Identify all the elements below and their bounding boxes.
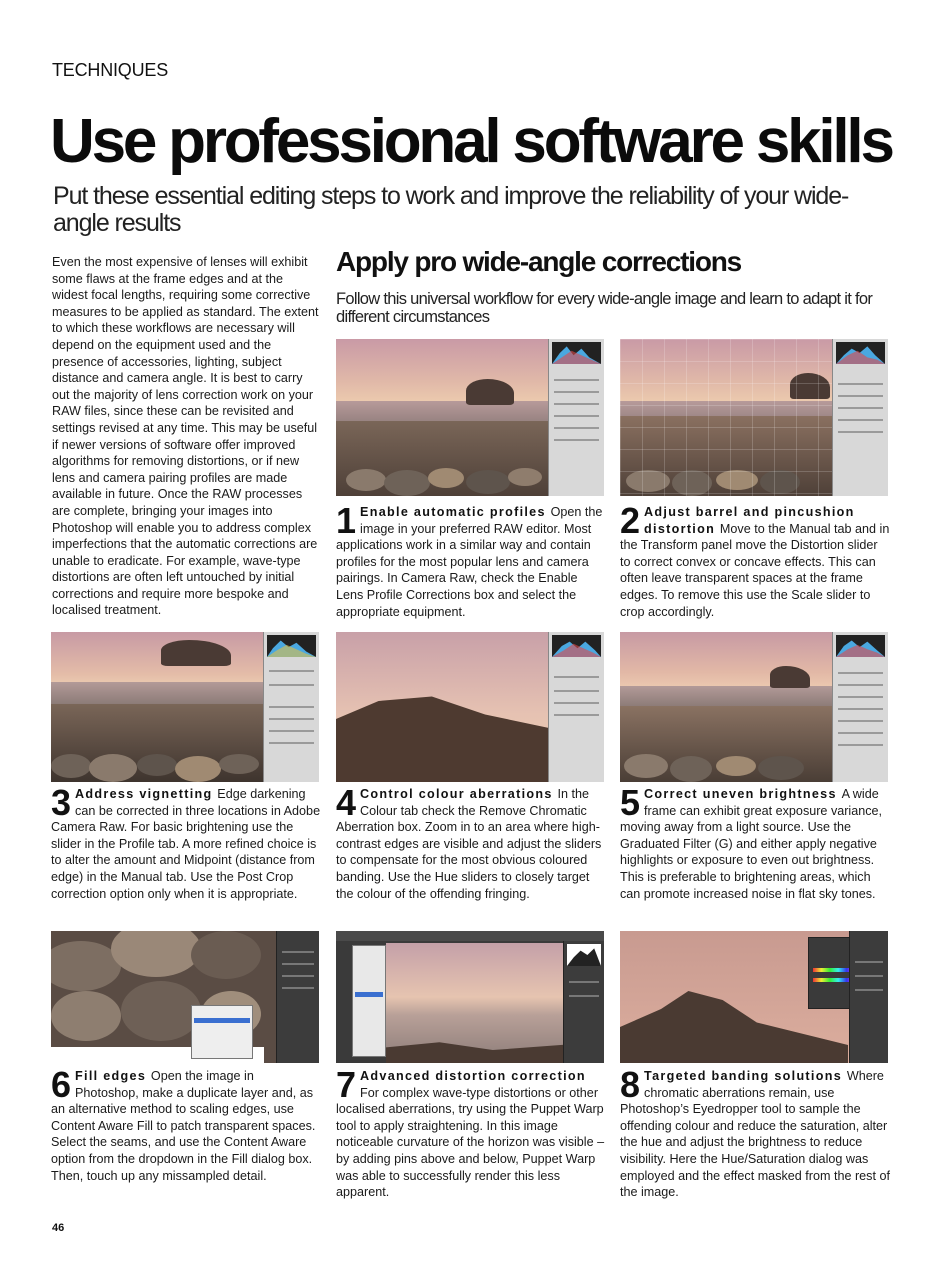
step-3 [51,782,321,902]
step-body: Open the image in your preferred RAW editor. Most applications work in a similar way and contain profiles for the most popular lens and camera pairings. In Camera Raw, check the Enable Lens Profile Corrections box and select the appropriate equipment. [336,505,603,619]
page-standfirst: Put these essential editing steps to work and improve the reliability of your wide-angle results [53,182,849,237]
fill-dialog [191,1005,253,1059]
step-5-photo [620,632,888,782]
context-menu [352,945,386,1057]
page-headline: Use professional software skills [50,107,892,176]
step-number: 6 [51,1064,72,1105]
step-2 [620,500,890,620]
step-8 [620,1064,890,1201]
step-title: Control colour aberrations [360,787,558,801]
step-body: Where chromatic aberrations remain, use Photoshop’s Eyedropper tool to sample the offending colour and reduce the saturation, alter the hue and adjust the brightness to reduce visibility. Here the Hue/Saturation dialog was employed and the effect masked from the rest of the image. [620,1069,890,1200]
step-body: In the Colour tab check the Remove Chromatic Aberration box. Zoom in to an area where high-contrast edges are visible and adjust the sliders to compensate for the most obvious coloured banding. Use the Hue sliders to closely target the colour of the offending fringing. [336,787,602,901]
step-7-photo [336,931,604,1063]
step-4 [336,782,606,902]
step-body: For complex wave-type distortions or other localised aberrations, try using the Puppet Warp tool to apply straightening. In this image noticeable curvature of the horizon was visible – by adding pins above and below, Puppet Warp was able to successfully render this less apparent. [336,1085,605,1200]
step-7 [336,1064,606,1201]
step-title: Enable automatic profiles [360,505,551,519]
step-1-photo [336,339,604,496]
step-title: Address vignetting [75,787,218,801]
step-title: Adjust barrel and pincushion distortion [644,505,855,536]
page-number: 46 [52,1222,65,1234]
camera-raw-panel [832,339,888,496]
camera-raw-panel [263,632,319,782]
step-8-photo [620,931,888,1063]
step-body: A wide frame can exhibit great exposure variance, moving away from a light source. Use the Graduated Filter (G) and either apply negative highlights or exposure to even out brightness. This is preferable to brightening areas, which can promote increased noise in flat sky tones. [620,787,883,901]
step-6 [51,1064,321,1184]
step-title: Fill edges [75,1069,151,1083]
step-1 [336,500,606,620]
step-3-photo [51,632,319,782]
step-number: 1 [336,500,357,541]
section-label: TECHNIQUES [52,60,169,80]
camera-raw-panel [832,632,888,782]
step-number: 5 [620,782,641,823]
step-number: 7 [336,1064,357,1105]
step-title: Advanced distortion correction [360,1069,586,1083]
step-number: 4 [336,782,357,823]
subsection-standfirst: Follow this universal workflow for every wide-angle image and learn to adapt it for different circumstances [336,290,873,326]
step-body: Edge darkening can be corrected in three locations in Adobe Camera Raw. For basic brightening use the slider in the Profile tab. A more refined choice is to alter the amount and Midpoint (distance from edge) in the Manual tab. Use the Post Crop correction option only when it is appropriate. [51,787,321,901]
photoshop-panel [563,941,604,1063]
step-6-photo [51,931,319,1063]
step-number: 8 [620,1064,641,1105]
step-body: Open the image in Photoshop, make a duplicate layer and, as an alternative method to scaling edges, use Content Aware Fill to patch transparent spaces. Select the seams, and use the Content Aware option from the dropdown in the Fill dialog box. Then, touch up any missampled detail. [51,1069,316,1183]
step-title: Correct uneven brightness [644,787,842,801]
subsection-headline: Apply pro wide-angle corrections [336,246,742,277]
intro-text: Even the most expensive of lenses will exhibit some flaws at the frame edges and at the widest focal lengths, requiring some corrective measures to be applied as standard. The extent to which these workflows are necessary will depend on the equipment used and the presence of accessories, lighting, subject distance and camera angle. It is best to carry out the majority of lens correction work on your RAW files, since these can be revisited and settings revised at any time. This may be useful if newer versions of software offer improved algorithms for removing distortions, or if new lens and camera pairing profiles are made available in future. Once the RAW processes are complete, bringing your images into Photoshop will enable you to address complex imperfections that the automatic corrections are unable to eradicate. For example, wave-type distortions are often left untouched by initial corrections and require more bespoke and localised treatment. [52,255,319,618]
step-4-photo [336,632,604,782]
step-title: Targeted banding solutions [644,1069,847,1083]
step-number: 3 [51,782,72,823]
step-body: Move to the Manual tab and in the Transform panel move the Distortion slider to correct convex or concave effects. This can often leave transparent spaces at the frame edges. To remove this use the Scale slider to crop accordingly. [620,521,890,619]
step-number: 2 [620,500,641,541]
camera-raw-panel [548,339,604,496]
camera-raw-panel [548,632,604,782]
photoshop-panel [276,931,319,1063]
step-5 [620,782,890,902]
photoshop-panel [849,931,888,1063]
step-2-photo [620,339,888,496]
